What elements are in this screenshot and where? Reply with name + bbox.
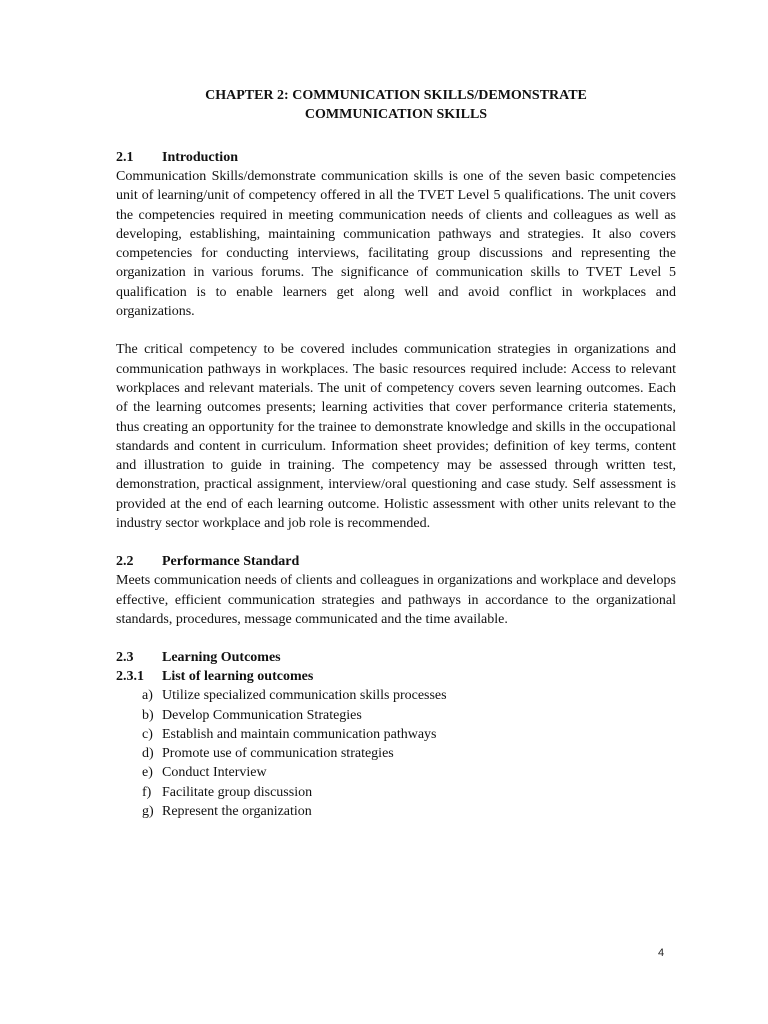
chapter-title-line-2: COMMUNICATION SKILLS bbox=[304, 107, 488, 122]
list-item bbox=[116, 686, 676, 705]
paragraph-spacer bbox=[116, 321, 676, 340]
document-page bbox=[116, 86, 676, 821]
section-heading-learning-outcomes bbox=[116, 648, 676, 667]
section-number: 2.3 bbox=[116, 650, 134, 666]
chapter-title-line-1: CHAPTER 2: COMMUNICATION SKILLS/DEMONSTRATE bbox=[205, 88, 587, 103]
subsection-number: 2.3.1 bbox=[116, 669, 144, 685]
page-number: 4 bbox=[658, 947, 665, 959]
section-heading-performance-standard bbox=[116, 552, 676, 571]
list-item bbox=[116, 725, 676, 744]
section-number: 2.1 bbox=[116, 150, 134, 165]
list-item-letter: b) bbox=[142, 707, 154, 723]
list-item bbox=[116, 706, 676, 725]
introduction-paragraph-2: The critical competency to be covered includes communication strategies in organizations and communication pathways in workplaces. The basic resources required include: Access to relevant workplaces and relevant materials. The unit of competency covers seven learning outcomes. Each of the learning outcomes presents; learning activities that cover performance criteria statements, thus creating an opportunity for the trainee to demonstrate knowledge and skills in the occupational standards and content in curriculum. Information sheet provides; definition of key terms, content and illustration to guide in training. The competency may be assessed through written test, demonstration, practical assignment, interview/oral questioning and case study. Self assessment is provided at the end of each learning outcome. Holistic assessment with other units relevant to the industry sector workplace and job role is recommended. bbox=[116, 342, 676, 532]
subsection-title: List of learning outcomes bbox=[162, 669, 314, 685]
list-item-text: Promote use of communication strategies bbox=[162, 746, 394, 762]
list-item bbox=[116, 802, 676, 821]
performance-standard-paragraph: Meets communication needs of clients and colleagues in organizations and workplace and develops effective, efficient communication strategies and pathways in accordance to the organizational standards, procedures, message communicated and the time available. bbox=[116, 573, 676, 627]
list-item-text: Develop Communication Strategies bbox=[162, 707, 362, 723]
list-item-text: Utilize specialized communication skills processes bbox=[162, 688, 447, 704]
section-title: Learning Outcomes bbox=[162, 650, 281, 666]
introduction-paragraph-1: Communication Skills/demonstrate communication skills is one of the seven basic competencies unit of learning/unit of competency offered in all the TVET Level 5 qualifications. The unit covers the competencies required in meeting communication needs of clients and colleagues as well as developing, establishing, maintaining communication pathways and strategies. It also covers competencies for conducting interviews, facilitating group discussions and representing the organization in various forums. The significance of communication skills to TVET Level 5 qualification is to enable learners get along well and avoid conflict in workplaces and organizations. bbox=[116, 169, 676, 320]
list-item bbox=[116, 744, 676, 763]
subsection-heading-list-of-outcomes bbox=[116, 667, 676, 686]
list-item-letter: c) bbox=[142, 726, 153, 742]
list-item-text: Facilitate group discussion bbox=[162, 784, 313, 800]
list-item bbox=[116, 783, 676, 802]
list-item-letter: g) bbox=[142, 804, 154, 820]
list-item-letter: f) bbox=[142, 784, 152, 800]
list-item-letter: d) bbox=[142, 746, 154, 762]
section-number: 2.2 bbox=[116, 554, 134, 570]
list-item-text: Represent the organization bbox=[162, 804, 312, 820]
section-title: Introduction bbox=[162, 150, 238, 165]
learning-outcomes-list bbox=[116, 686, 676, 821]
section-heading-introduction bbox=[116, 148, 676, 167]
list-item-letter: a) bbox=[142, 688, 153, 704]
list-item-text: Conduct Interview bbox=[162, 765, 267, 781]
section-title: Performance Standard bbox=[162, 554, 300, 570]
paragraph-spacer bbox=[116, 533, 676, 552]
list-item-letter: e) bbox=[142, 765, 153, 781]
list-item-text: Establish and maintain communication pathways bbox=[162, 726, 437, 742]
chapter-title bbox=[116, 86, 676, 124]
paragraph-spacer bbox=[116, 629, 676, 648]
list-item bbox=[116, 763, 676, 782]
